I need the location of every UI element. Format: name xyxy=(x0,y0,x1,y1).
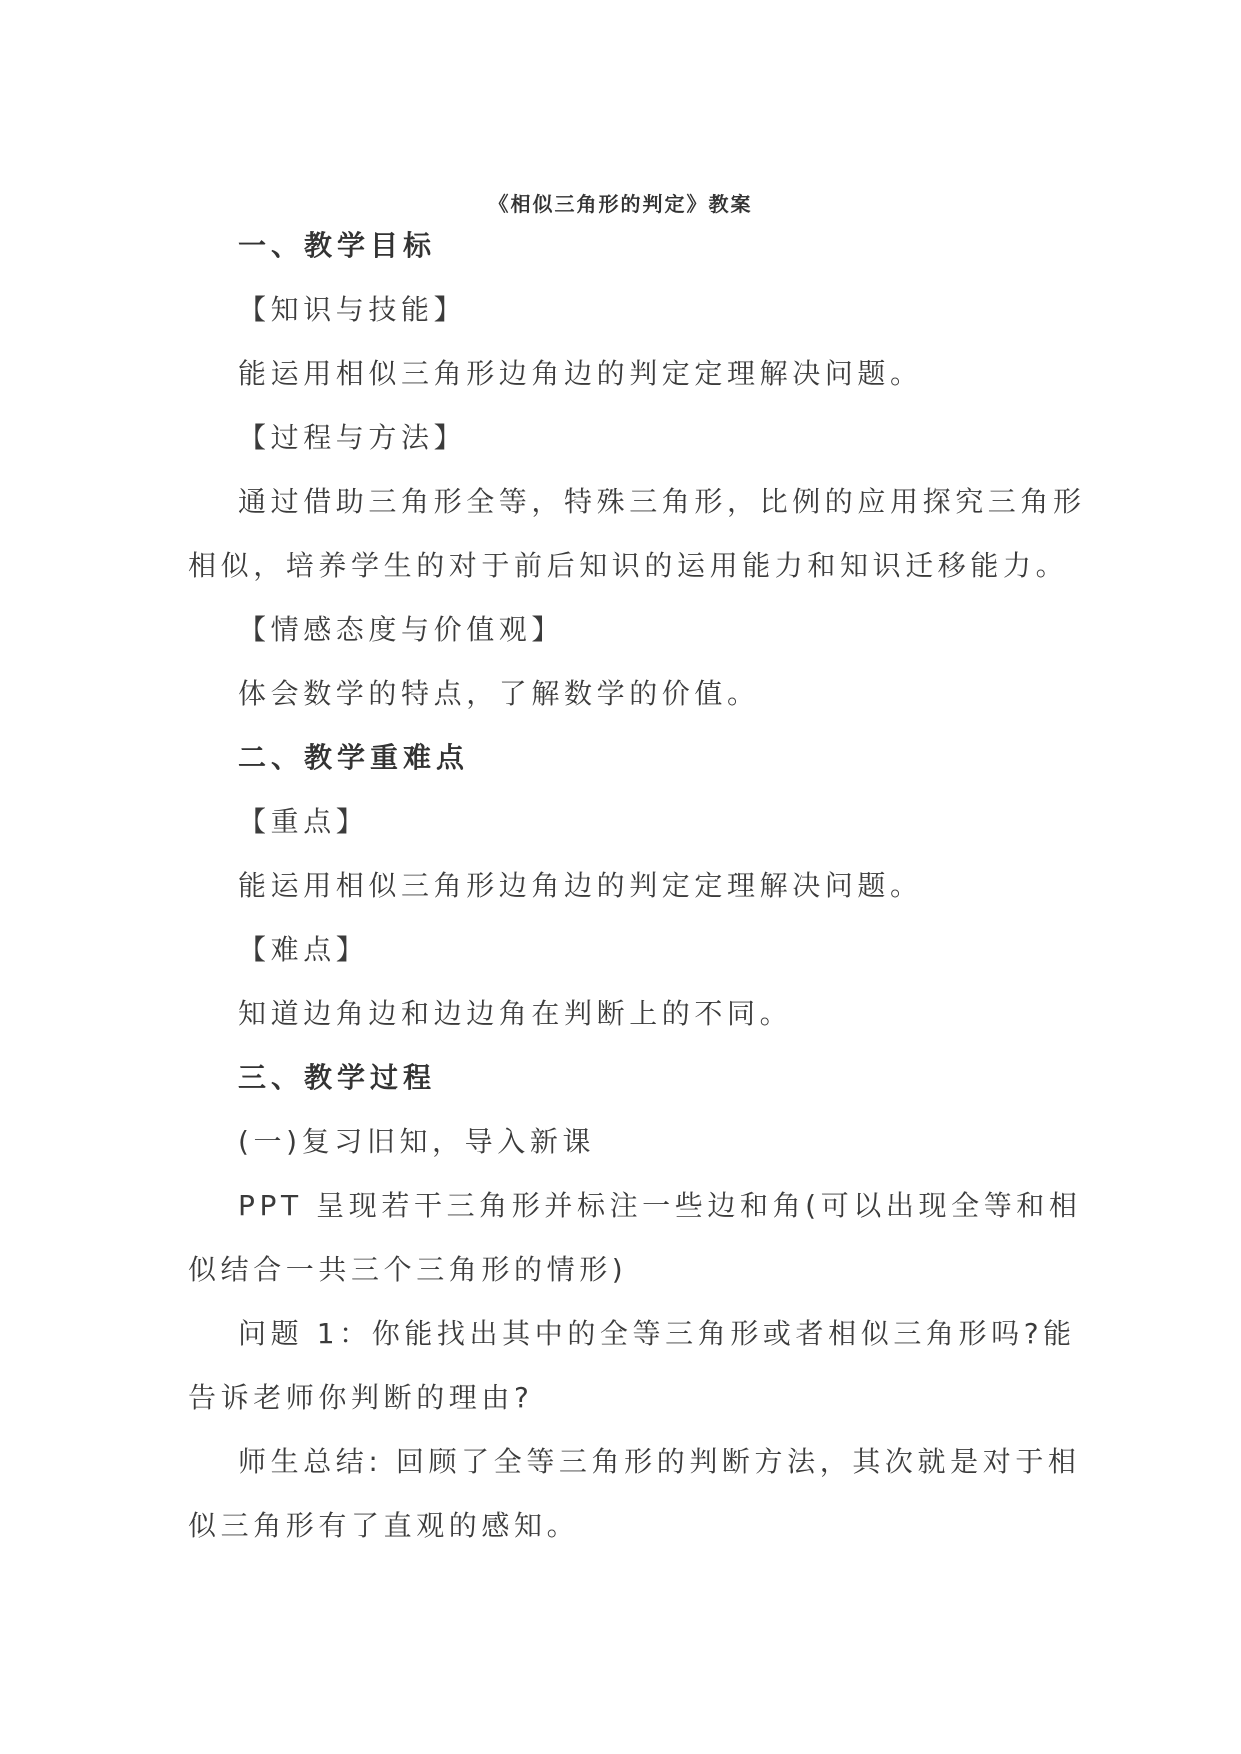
process-text-line2: 相似，培养学生的对于前后知识的运用能力和知识迁移能力。 xyxy=(188,549,1069,582)
summary-line2: 似三角形有了直观的感知。 xyxy=(188,1509,580,1542)
attitude-text: 体会数学的特点，了解数学的价值。 xyxy=(238,677,760,710)
section-heading-goals: 一、教学目标 xyxy=(238,229,437,262)
difficulty-label: 【难点】 xyxy=(238,933,369,966)
key-text: 能运用相似三角形边角边的判定定理解决问题。 xyxy=(238,869,923,902)
step1-title: (一)复习旧知，导入新课 xyxy=(238,1125,596,1158)
question1-line1: 问题 1：你能找出其中的全等三角形或者相似三角形吗?能 xyxy=(238,1317,1076,1350)
question1-line2: 告诉老师你判断的理由? xyxy=(188,1381,534,1414)
knowledge-text: 能运用相似三角形边角边的判定定理解决问题。 xyxy=(238,357,923,390)
attitude-label: 【情感态度与价值观】 xyxy=(238,613,565,646)
knowledge-label: 【知识与技能】 xyxy=(238,293,467,326)
process-text-line1: 通过借助三角形全等，特殊三角形，比例的应用探究三角形 xyxy=(238,485,1086,518)
ppt-text-line2: 似结合一共三个三角形的情形) xyxy=(188,1253,628,1286)
document-title: 《相似三角形的判定》教案 xyxy=(488,192,753,216)
ppt-text-line1: PPT 呈现若干三角形并标注一些边和角(可以出现全等和相 xyxy=(238,1189,1082,1222)
difficulty-text: 知道边角边和边边角在判断上的不同。 xyxy=(238,997,793,1030)
key-label: 【重点】 xyxy=(238,805,369,838)
section-heading-process: 三、教学过程 xyxy=(238,1061,437,1094)
section-heading-key-points: 二、教学重难点 xyxy=(238,741,470,774)
process-label: 【过程与方法】 xyxy=(238,421,467,454)
summary-line1: 师生总结: 回顾了全等三角形的判断方法，其次就是对于相 xyxy=(238,1445,1081,1478)
